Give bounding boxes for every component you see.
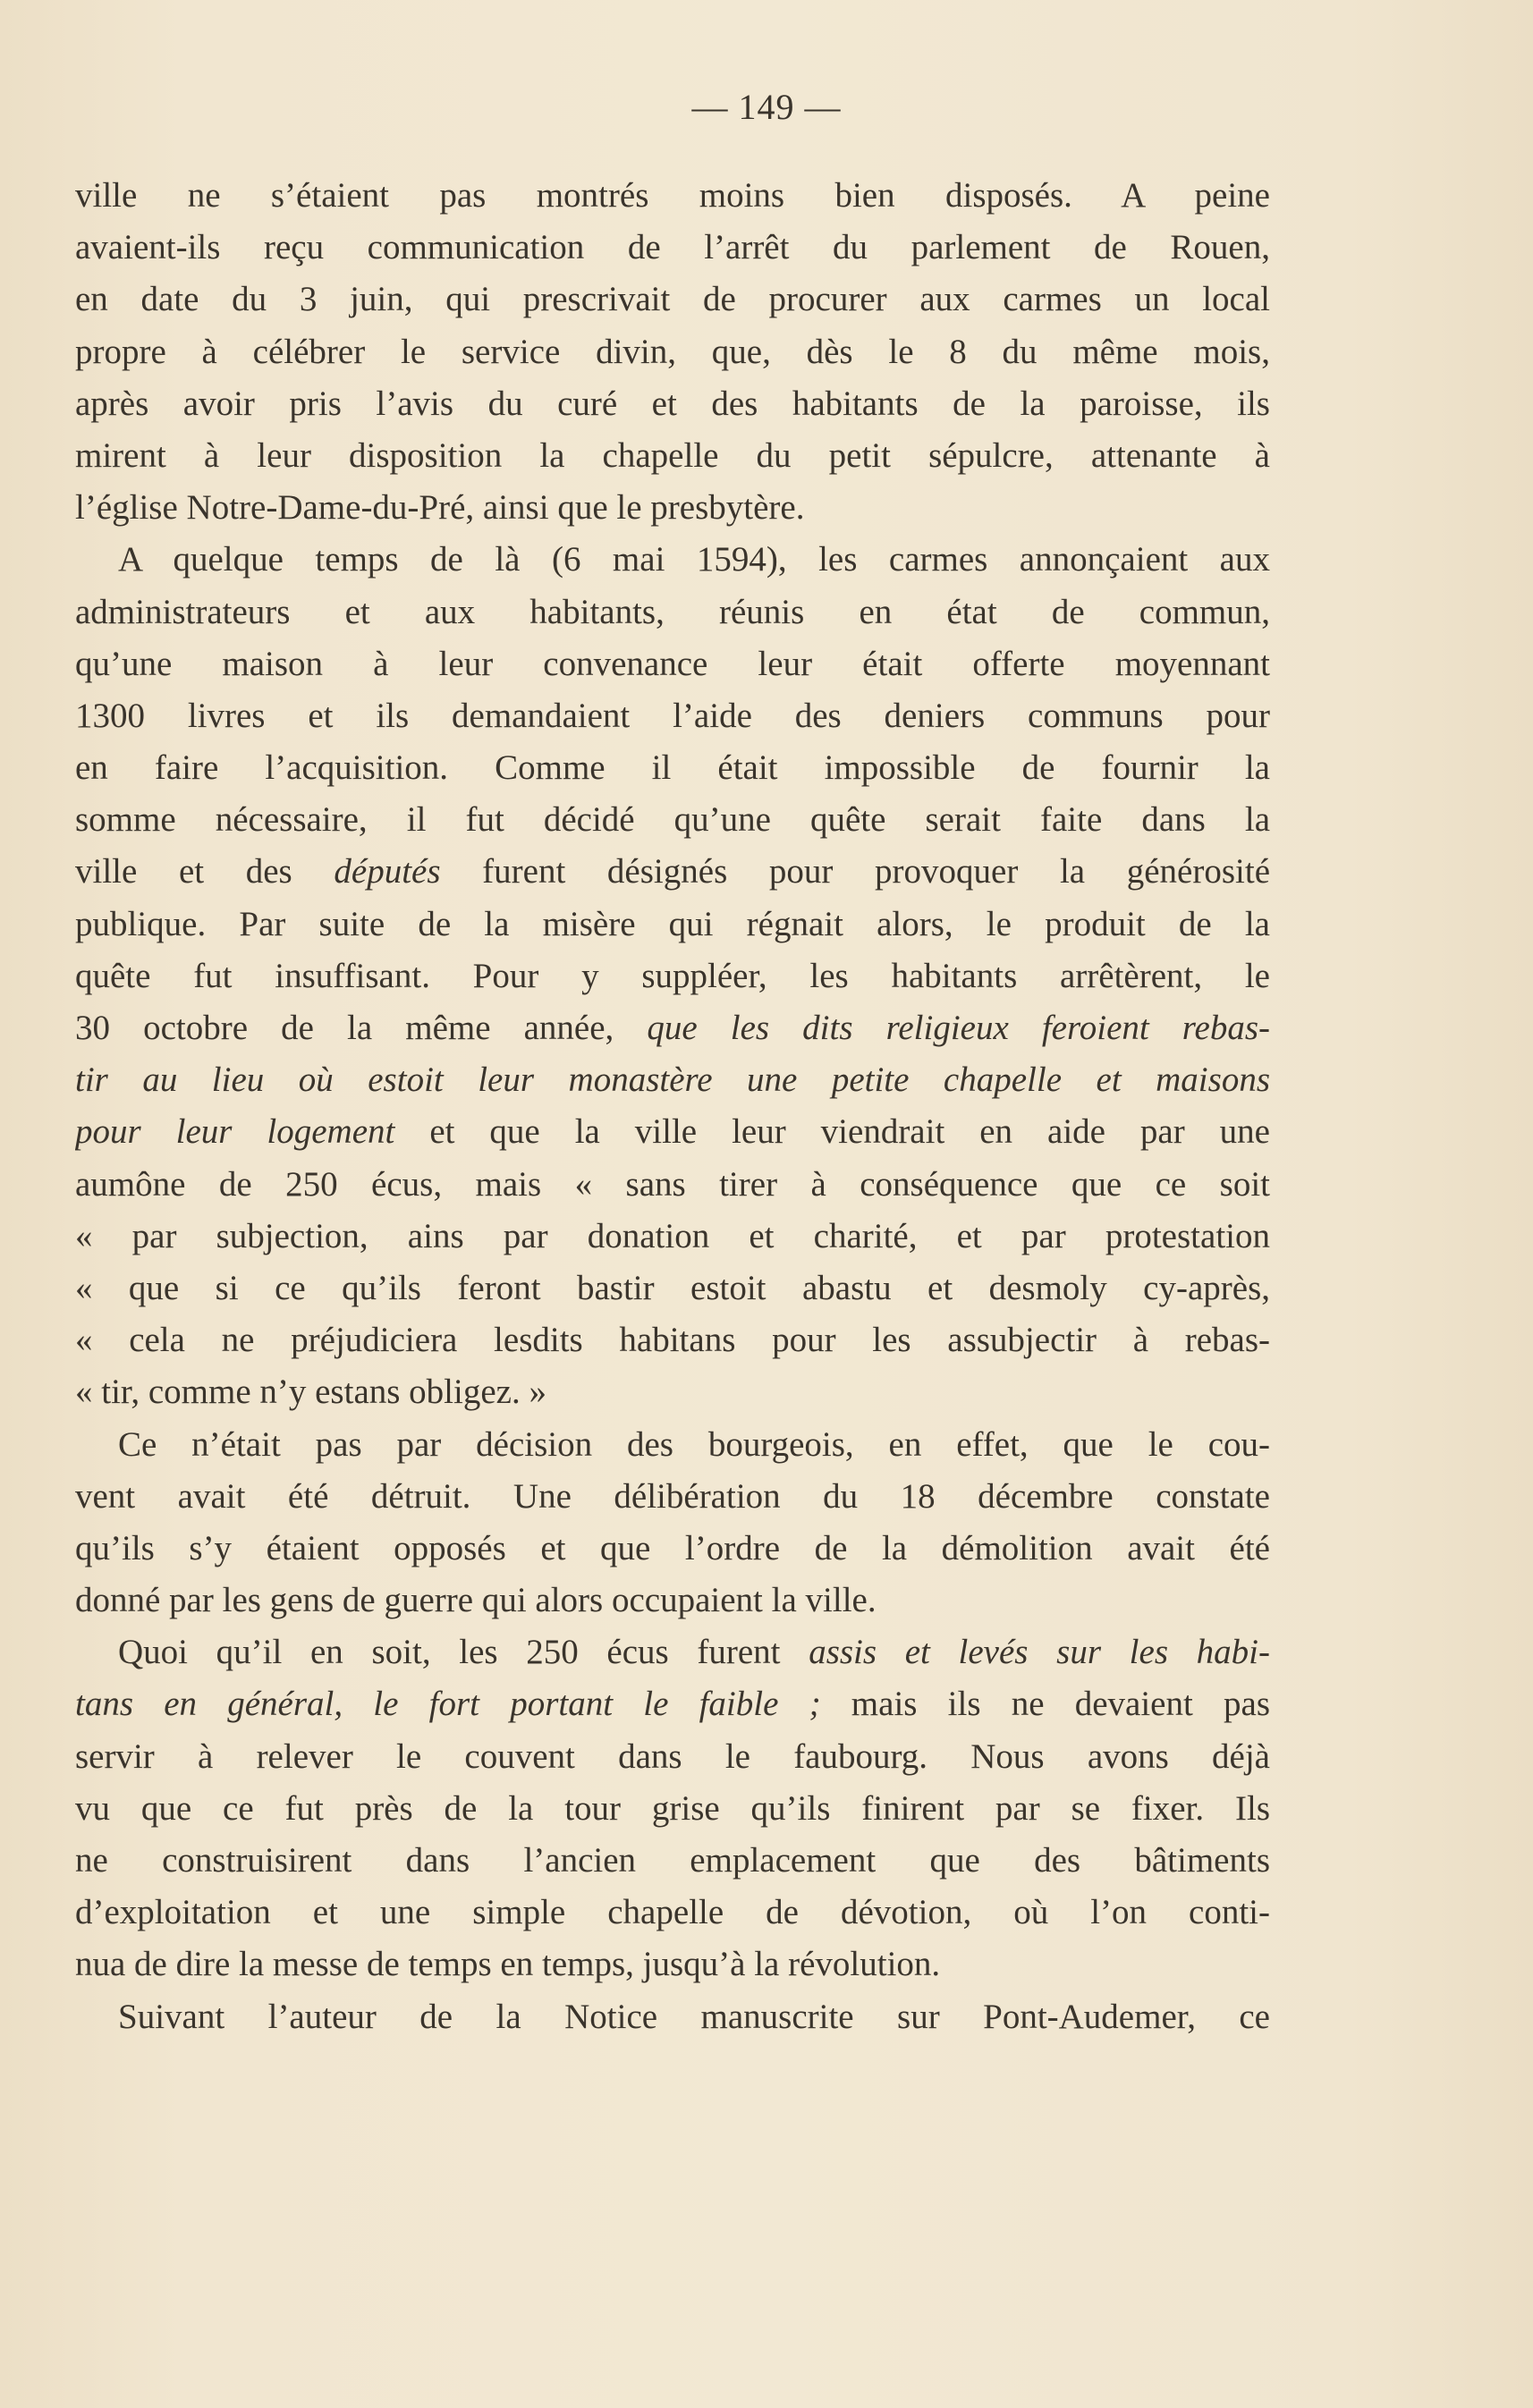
text-line (75, 1678, 1270, 1730)
text-line (75, 1106, 1270, 1158)
text-line (75, 1626, 1270, 1678)
text-span: administrateurs et aux habitants, réunis en état de commun, (75, 592, 1270, 631)
text-line (75, 1263, 1270, 1314)
italic-text-span: tans en général, le fort portant le faible ; (75, 1685, 821, 1724)
page-number: — 149 — (691, 87, 842, 127)
text-span: « que si ce qu’ils feront bastir estoit abastu et desmoly cy-après, (75, 1268, 1270, 1307)
text-line (75, 1054, 1270, 1106)
text-line (75, 1783, 1270, 1835)
text-span: mais ils ne devaient pas (820, 1685, 1270, 1724)
text-span: donné par les gens de guerre qui alors occupaient la ville. (75, 1581, 877, 1620)
text-span: d’exploitation et une simple chapelle de dévotion, où l’on conti- (75, 1893, 1270, 1932)
text-line (75, 742, 1270, 794)
text-span: l’église Notre-Dame-du-Pré, ainsi que le presbytère. (75, 488, 805, 528)
text-line (75, 1835, 1270, 1887)
text-span: Suivant l’auteur de la Notice manuscrite sur Pont-Audemer, ce (118, 1997, 1270, 2036)
text-line (75, 638, 1270, 690)
text-line (75, 1159, 1270, 1211)
text-span: en faire l’acquisition. Comme il était impossible de fournir la (75, 748, 1270, 788)
italic-text-span: pour leur logement (75, 1112, 395, 1152)
text-span: vent avait été détruit. Une délibération du 18 décembre constate (75, 1476, 1270, 1516)
body-text (75, 170, 1270, 2043)
text-span: somme nécessaire, il fut décidé qu’une quête serait faite dans la (75, 800, 1270, 840)
text-span: 30 octobre de la même année, (75, 1009, 648, 1047)
text-span: qu’une maison à leur convenance leur était offerte moyennant (75, 644, 1270, 683)
text-line (75, 326, 1270, 378)
text-line (75, 430, 1270, 482)
text-line (75, 1002, 1270, 1054)
text-line (75, 222, 1270, 274)
text-span: furent désignés pour provoquer la générosité (440, 852, 1270, 891)
text-line (75, 899, 1270, 951)
text-line (75, 846, 1270, 898)
text-span: propre à célébrer le service divin, que, dès le 8 du même mois, (75, 332, 1270, 371)
text-line (75, 378, 1270, 430)
text-line (75, 482, 1270, 534)
text-span: ville ne s’étaient pas montrés moins bien disposés. A peine (75, 176, 1270, 215)
text-span: quête fut insuffisant. Pour y suppléer, les habitants arrêtèrent, le (75, 956, 1270, 995)
text-span: « tir, comme n’y estans obligez. » (75, 1373, 546, 1412)
text-span: 1300 livres et ils demandaient l’aide des deniers communs pour (75, 696, 1270, 735)
text-span: après avoir pris l’avis du curé et des habitants de la paroisse, ils (75, 384, 1270, 423)
text-line (75, 794, 1270, 846)
text-span: avaient-ils reçu communication de l’arrêt du parlement de Rouen, (75, 228, 1270, 267)
italic-text-span: députés (334, 852, 441, 891)
text-line (75, 274, 1270, 325)
text-line (75, 1211, 1270, 1263)
text-line (75, 534, 1270, 586)
text-line (75, 690, 1270, 742)
text-line (75, 1523, 1270, 1575)
text-line (75, 1471, 1270, 1523)
text-line (75, 951, 1270, 1002)
text-line (75, 1366, 1270, 1418)
text-span: mirent à leur disposition la chapelle du petit sépulcre, attenante à (75, 435, 1270, 475)
text-line (75, 1731, 1270, 1783)
text-span: Ce n’était pas par décision des bourgeois, en effet, que le cou- (118, 1424, 1270, 1464)
text-line (75, 1419, 1270, 1471)
text-span: « par subjection, ains par donation et charité, et par protestation (75, 1216, 1270, 1255)
text-span: vu que ce fut près de la tour grise qu’ils finirent par se fixer. Ils (75, 1788, 1270, 1828)
text-line (75, 170, 1270, 222)
italic-text-span: assis et levés sur les habi- (809, 1633, 1270, 1672)
text-line (75, 1939, 1270, 1990)
text-span: servir à relever le couvent dans le faubourg. Nous avons déjà (75, 1736, 1270, 1776)
text-span: A quelque temps de là (6 mai 1594), les carmes annonçaient aux (118, 540, 1270, 579)
text-span: Quoi qu’il en soit, les 250 écus furent (118, 1633, 809, 1672)
italic-text-span: tir au lieu où estoit leur monastère une petite chapelle et maisons (75, 1060, 1270, 1100)
italic-text-span: que les dits religieux feroient rebas- (647, 1009, 1270, 1047)
text-line (75, 1314, 1270, 1366)
text-span: « cela ne préjudiciera lesdits habitans pour les assubjectir à rebas- (75, 1321, 1270, 1360)
text-span: et que la ville leur viendrait en aide par une (394, 1112, 1270, 1152)
text-line (75, 1887, 1270, 1939)
text-line (75, 1575, 1270, 1626)
text-span: aumône de 250 écus, mais « sans tirer à conséquence que ce soit (75, 1164, 1270, 1204)
text-span: publique. Par suite de la misère qui régnait alors, le produit de la (75, 904, 1270, 943)
text-span: qu’ils s’y étaient opposés et que l’ordre de la démolition avait été (75, 1528, 1270, 1567)
text-span: ville et des (75, 852, 335, 891)
text-line (75, 587, 1270, 638)
text-line (75, 1991, 1270, 2043)
text-span: nua de dire la messe de temps en temps, jusqu’à la révolution. (75, 1945, 941, 1984)
text-span: ne construisirent dans l’ancien emplacement que des bâtiments (75, 1841, 1270, 1880)
text-span: en date du 3 juin, qui prescrivait de procurer aux carmes un local (75, 280, 1270, 319)
